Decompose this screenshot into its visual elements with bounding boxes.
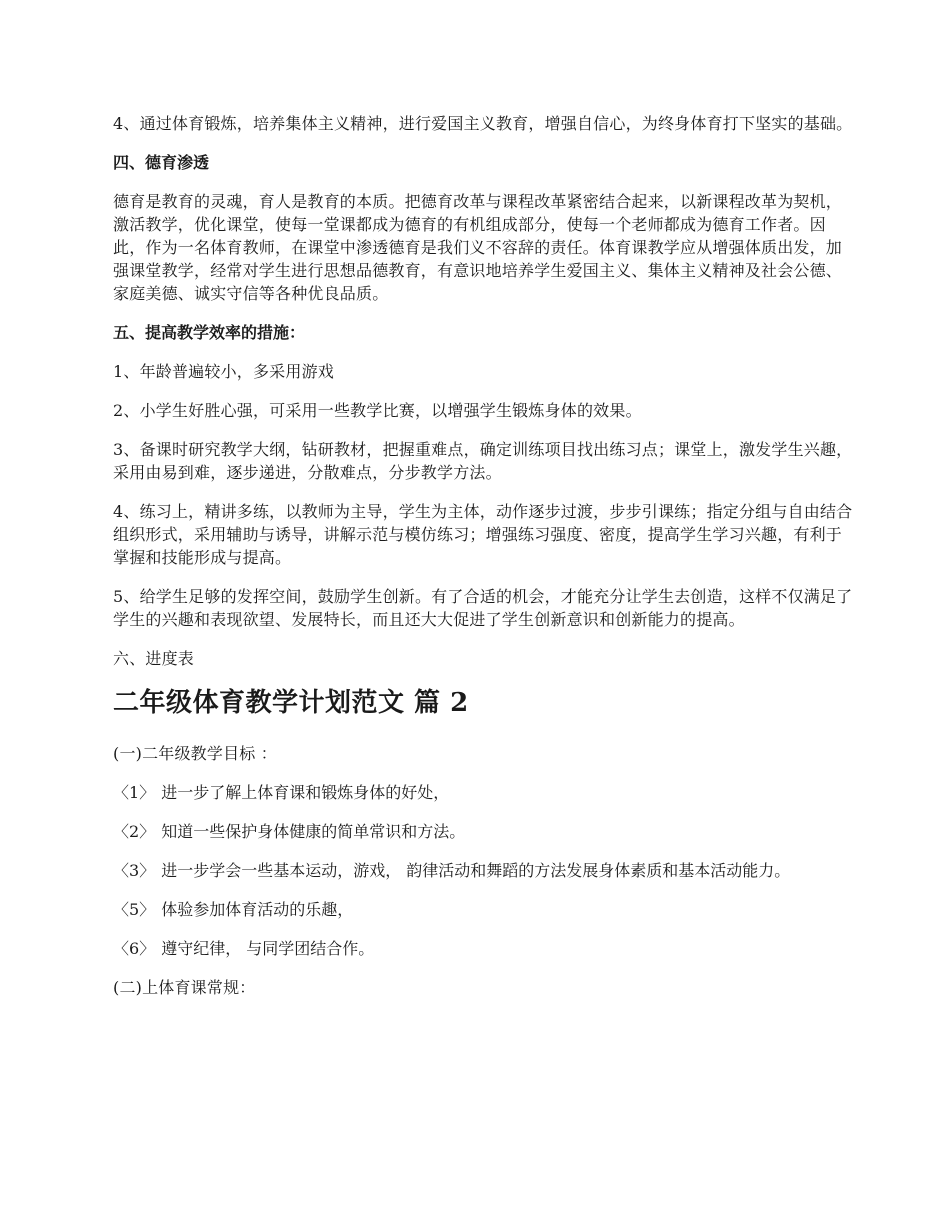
goal-item-6 <box>113 937 853 960</box>
section-title: 二年级体育教学计划范文 篇 2 <box>113 688 469 718</box>
heading-schedule: 六、进度表 <box>113 649 195 668</box>
goal-text: 遵守纪律， 与同学团结合作。 <box>161 939 375 958</box>
goal-index: 〈5〉 <box>113 900 156 919</box>
goal-index: 〈1〉 <box>113 783 156 802</box>
rules-heading: (二)上体育课常规： <box>113 978 256 997</box>
measure-item-3: 3、备课时研究教学大纲，钻研教材，把握重难点，确定训练项目找出练习点；课堂上，激发学生兴趣，采用由易到难，逐步递进，分散难点，分步教学方法。 <box>113 440 853 482</box>
goal-text: 体验参加体育活动的乐趣， <box>161 900 354 919</box>
heading-teaching-efficiency: 五、提高教学效率的措施： <box>113 323 306 342</box>
goal-index: 〈3〉 <box>113 861 156 880</box>
measure-item-5: 5、给学生足够的发挥空间，鼓励学生创新。有了合适的机会，才能充分让学生去创造，这样不仅满足了学生的兴趣和表现欲望、发展特长，而且还大大促进了学生创新意识和创新能力的提高。 <box>113 587 853 629</box>
goal-heading: (一)二年级教学目标 ： <box>113 744 277 763</box>
goal-text: 知道一些保护身体健康的简单常识和方法。 <box>161 822 466 841</box>
paragraph-moral-education: 德育是教育的灵魂，育人是教育的本质。把德育改革与课程改革紧密结合起来，以新课程改革为契机，激活教学，优化课堂，使每一堂课都成为德育的有机组成部分，使每一个老师都成为德育工作者。因此，作为一名体育教师，在课堂中渗透德育是我们义不容辞的责任。体育课教学应从增强体质出发，加强课堂教学，经常对学生进行思想品德教育，有意识地培养学生爱国主义、集体主义精神及社会公德、家庭美德、诚实守信等各种优良品质。 <box>113 192 843 303</box>
goal-index: 〈2〉 <box>113 822 156 841</box>
heading-moral-education: 四、德育渗透 <box>113 153 210 172</box>
paragraph-goal-4: 4、通过体育锻炼，培养集体主义精神，进行爱国主义教育，增强自信心，为终身体育打下坚实的基础。 <box>113 114 853 133</box>
goal-item-2 <box>113 820 853 843</box>
goal-text: 进一步了解上体育课和锻炼身体的好处， <box>161 783 450 802</box>
measure-item-1: 1、年龄普遍较小，多采用游戏 <box>113 362 334 381</box>
goal-index: 〈6〉 <box>113 939 156 958</box>
goal-item-5 <box>113 898 853 921</box>
goal-item-1 <box>113 781 853 804</box>
goal-text: 进一步学会一些基本运动，游戏， 韵律活动和舞蹈的方法发展身体素质和基本活动能力。 <box>161 861 791 880</box>
measure-item-4: 4、练习上，精讲多练，以教师为主导，学生为主体，动作逐步过渡，步步引课练；指定分组与自由结合组织形式，采用辅助与诱导，讲解示范与模仿练习；增强练习强度、密度，提高学生学习兴趣，有利于掌握和技能形成与提高。 <box>113 502 853 567</box>
goal-item-3 <box>113 859 853 882</box>
measure-item-2: 2、小学生好胜心强，可采用一些教学比赛，以增强学生锻炼身体的效果。 <box>113 401 642 420</box>
document-page <box>113 112 853 1015</box>
